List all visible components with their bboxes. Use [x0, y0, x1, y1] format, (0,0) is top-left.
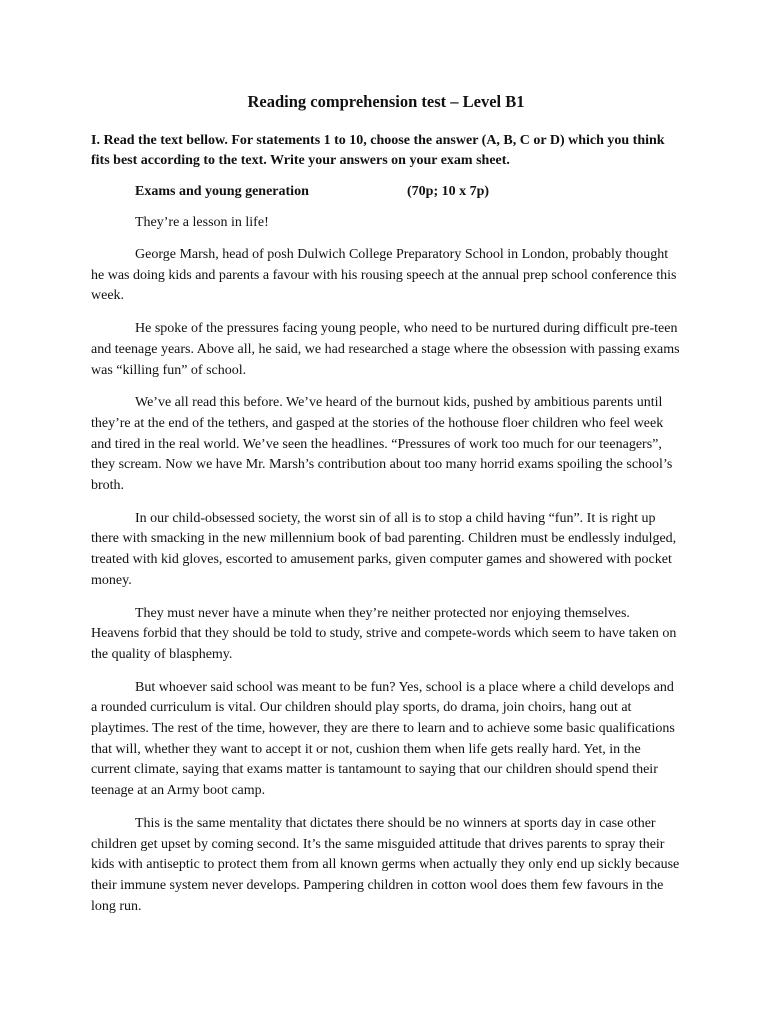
points-label: (70p; 10 x 7p) — [407, 184, 490, 199]
paragraph-4: In our child-obsessed society, the worst sin of all is to stop a child having “fun”. It is right up there with smacking in the new millennium book of bad parenting. Children must be endlessly indulged, treated with kid gloves, escorted to amusement parks, given computer games and showered with pocket money. — [91, 510, 677, 588]
document-page — [91, 90, 681, 929]
paragraph-1: George Marsh, head of posh Dulwich College Preparatory School in London, probably thought he was doing kids and parents a favour with his rousing speech at the annual prep school conference this week. — [91, 247, 677, 304]
text-heading-row — [91, 182, 681, 202]
page-title: Reading comprehension test – Level B1 — [247, 92, 525, 111]
text-subtitle: They’re a lesson in life! — [135, 215, 269, 230]
instructions: I. Read the text bellow. For statements 1 to 10, choose the answer (A, B, C or D) which you think fits best according to the text. Write your answers on your exam sheet. — [91, 133, 665, 168]
text-title: Exams and young generation — [135, 184, 309, 199]
paragraph-7: This is the same mentality that dictates there should be no winners at sports day in case other children get upset by coming second. It’s the same misguided attitude that drives parents to spray their kids with antiseptic to protect them from all known germs when actually they only end up sickly because their immune system never develops. Pampering children in cotton wool does them few favours in the long run. — [91, 815, 680, 914]
paragraph-6: But whoever said school was meant to be fun? Yes, school is a place where a child develops and a rounded curriculum is vital. Our children should play sports, do drama, join choirs, hang out at playtimes. The rest of the time, however, they are there to learn and to achieve some basic qualifications that will, whether they want to accept it or not, cushion them when life gets really hard. Yet, in the current climate, saying that exams matter is tantamount to saying that our children should spend their teenage at an Army boot camp. — [91, 679, 675, 799]
paragraph-2: He spoke of the pressures facing young people, who need to be nurtured during difficult pre-teen and teenage years. Above all, he said, we had researched a stage where the obsession with passing exams was “killing fun” of school. — [91, 321, 680, 378]
paragraph-5: They must never have a minute when they’re neither protected nor enjoying themselves. Heavens forbid that they should be told to study, strive and compete-words which seem to have taken on the quality of blasphemy. — [91, 605, 677, 662]
paragraph-3: We’ve all read this before. We’ve heard of the burnout kids, pushed by ambitious parents until they’re at the end of the tethers, and gasped at the stories of the hothouse floer children who feel week and tired in the real world. We’ve seen the headlines. “Pressures of work too much for our teenagers”, they scream. Now we have Mr. Marsh’s contribution about too many horrid exams spoiling the school’s broth. — [91, 395, 673, 494]
